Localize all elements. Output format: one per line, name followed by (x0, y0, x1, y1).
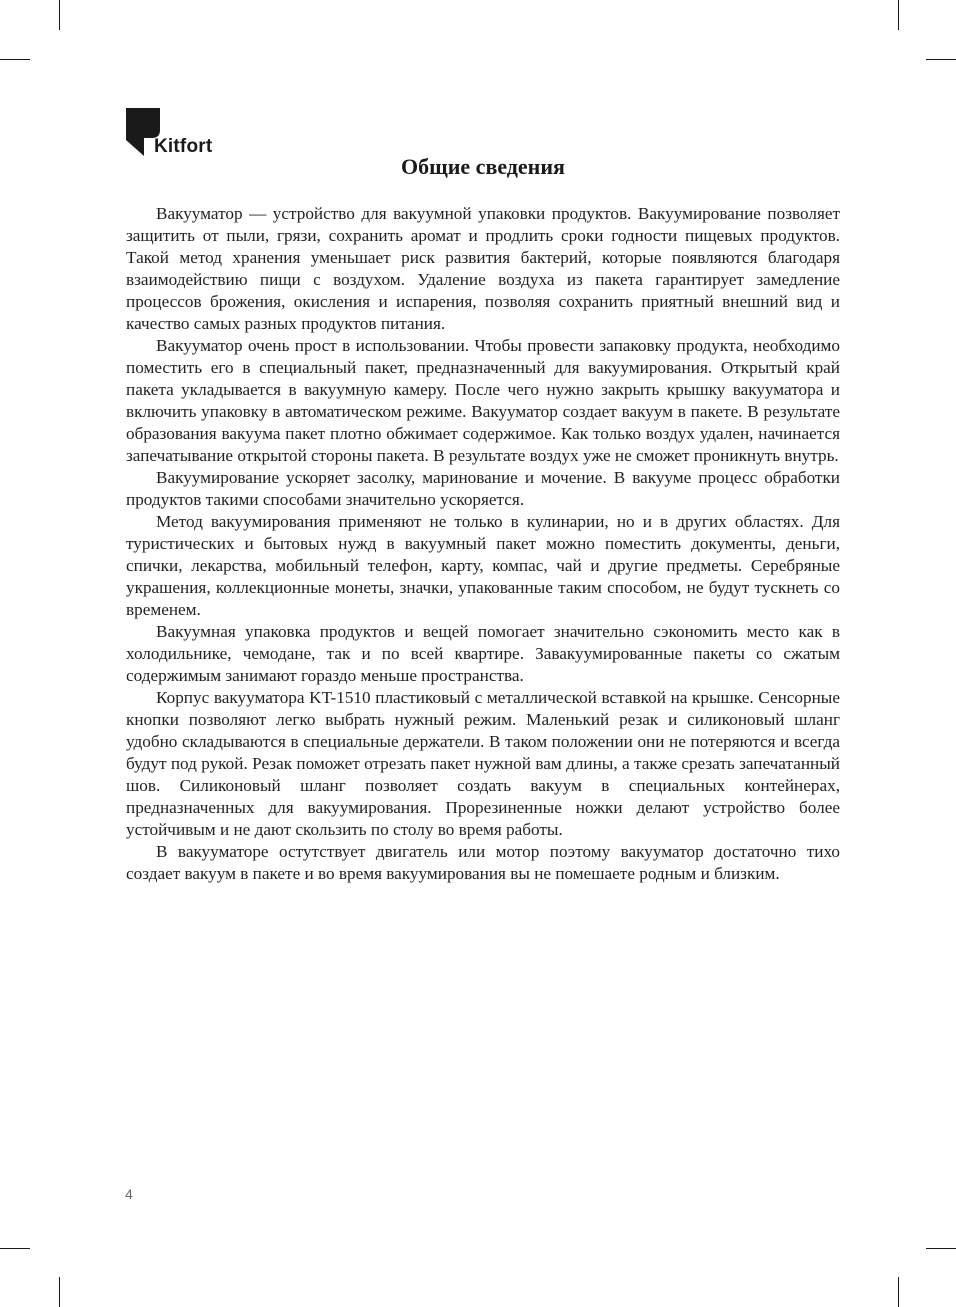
paragraph: В вакууматоре остутствует двигатель или мотор поэтому вакууматор достаточно тихо создает вакуум в пакете и во время вакуумирования вы не помешаете родным и близким. (126, 842, 840, 883)
page-title: Общие сведения (401, 154, 565, 179)
body-text (126, 203, 840, 885)
crop-mark (59, 1277, 60, 1307)
logo-text: Kitfort (154, 136, 213, 157)
paragraph: Корпус вакууматора KT-1510 пластиковый с металлической вставкой на крышке. Сенсорные кнопки позволяют легко выбрать нужный режим. Маленький резак и силиконовый шланг удобно складываются в специальные держатели. В таком положении они не потеряются и всегда будут под рукой. Резак поможет отрезать пакет нужной вам длины, а также срезать запечатанный шов. Силиконовый шланг позволяет создать вакуум в специальных контейнерах, предназначенных для вакуумирования. Прорезиненные ножки делают устройство более устойчивым и не дают скользить по столу во время работы. (126, 688, 840, 839)
paragraph: Вакуумирование ускоряет засолку, маринование и мочение. В вакууме процесс обработки продуктов такими способами значительно ускоряется. (126, 468, 840, 509)
crop-mark (926, 1248, 956, 1249)
crop-mark (898, 1277, 899, 1307)
kitfort-logo (126, 108, 226, 160)
paragraph: Метод вакуумирования применяют не только в кулинарии, но и в других областях. Для туристических и бытовых нужд в вакуумный пакет можно поместить документы, деньги, спички, лекарства, мобильный телефон, карту, компас, чай и другие предметы. Серебряные украшения, коллекционные монеты, значки, упакованные таким способом, не будут тускнеть со временем. (126, 512, 840, 619)
paragraph: Вакуумная упаковка продуктов и вещей помогает значительно сэкономить место как в холодильнике, чемодане, так и по всей квартире. Завакуумированные пакеты со сжатым содержимым занимают гораздо меньше пространства. (126, 622, 840, 685)
paragraph: Вакууматор очень прост в использовании. Чтобы провести запаковку продукта, необходимо поместить его в специальный пакет, предназначенный для вакуумирования. Открытый край пакета укладывается в вакуумную камеру. После чего нужно закрыть крышку вакууматора и включить упаковку в автоматическом режиме. Вакууматор создает вакуум в пакете. В результате образования вакуума пакет плотно обжимает содержимое. Как только воздух удален, начинается запечатывание открытой стороны пакета. В результате воздух уже не сможет проникнуть внутрь. (126, 336, 840, 465)
crop-mark (0, 1248, 30, 1249)
paragraph: Вакууматор — устройство для вакуумной упаковки продуктов. Вакуумирование позволяет защитить от пыли, грязи, сохранить аромат и продлить сроки годности пищевых продуктов. Такой метод хранения уменьшает риск развития бактерий, которые появляются благодаря взаимодействию пищи с воздухом. Удаление воздуха из пакета гарантирует замедление процессов брожения, окисления и испарения, позволяя сохранить приятный внешний вид и качество самых разных продуктов питания. (126, 204, 840, 333)
page-number: 4 (125, 1186, 133, 1202)
crop-mark (0, 59, 30, 60)
crop-mark (59, 0, 60, 30)
crop-mark (898, 0, 899, 30)
crop-mark (926, 59, 956, 60)
